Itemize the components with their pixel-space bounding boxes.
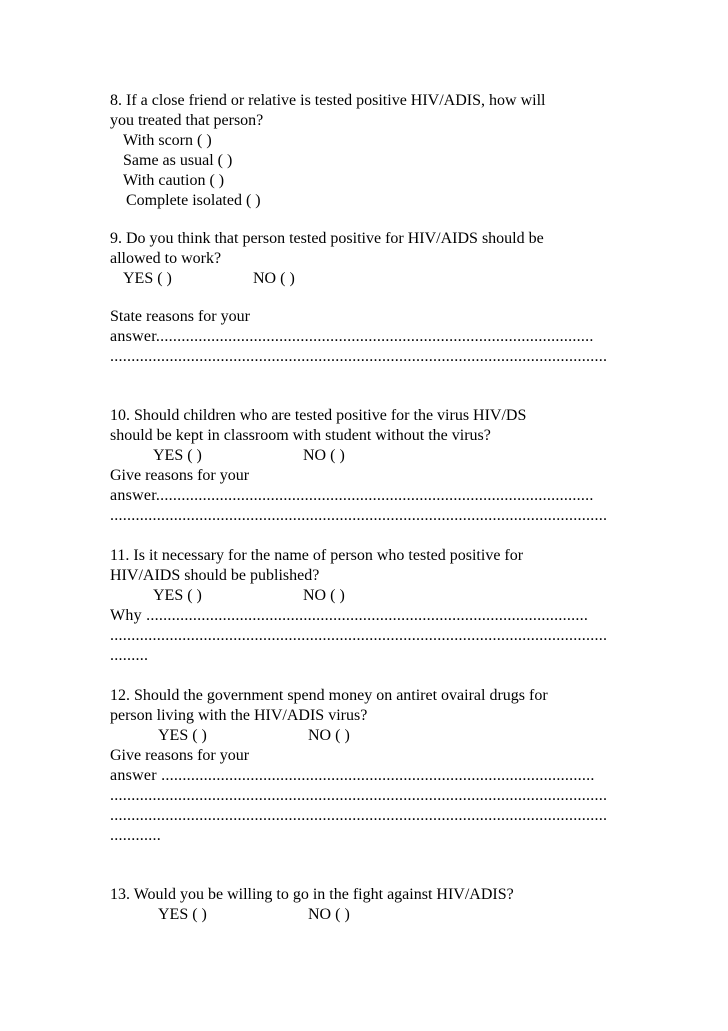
question-10-reason-prompt: Give reasons for your [110, 467, 250, 484]
question-10-answer-continuation[interactable]: ..................................................................................................................... [110, 507, 608, 524]
question-13 [110, 885, 620, 925]
question-10-text-line-2: should be kept in classroom with student without the virus? [110, 427, 491, 444]
question-10-text-line-1: 10. Should children who are tested positive for the virus HIV/DS [110, 407, 527, 424]
option-same-as-usual[interactable]: Same as usual ( ) [123, 152, 233, 169]
question-13-yes-option[interactable]: YES ( ) [158, 906, 207, 923]
question-13-yes-no [110, 905, 620, 925]
question-8 [110, 91, 620, 211]
question-12-reason-prompt: Give reasons for your [110, 747, 250, 764]
question-10 [110, 406, 620, 526]
option-complete-isolated[interactable]: Complete isolated ( ) [126, 192, 261, 209]
question-11-text-line-2: HIV/AIDS should be published? [110, 567, 320, 584]
question-12-answer-continuation-2[interactable]: ..................................................................................................................... [110, 807, 608, 824]
question-10-no-option[interactable]: NO ( ) [303, 447, 345, 464]
question-9-answer-continuation[interactable]: ..................................................................................................................... [110, 348, 608, 365]
question-12-yes-option[interactable]: YES ( ) [158, 727, 207, 744]
question-11-why-line[interactable]: Why ........................................................................................................ [110, 607, 589, 624]
question-12-text-line-2: person living with the HIV/ADIS virus? [110, 707, 368, 724]
question-11-no-option[interactable]: NO ( ) [303, 587, 345, 604]
question-12 [110, 686, 620, 846]
question-13-text-line-1: 13. Would you be willing to go in the fight against HIV/ADIS? [110, 886, 514, 903]
question-12-answer-continuation-1[interactable]: ..................................................................................................................... [110, 787, 608, 804]
question-9-text-line-2: allowed to work? [110, 250, 222, 267]
question-13-no-option[interactable]: NO ( ) [308, 906, 350, 923]
question-11-yes-option[interactable]: YES ( ) [153, 587, 202, 604]
question-9 [110, 229, 620, 367]
question-11-text-line-1: 11. Is it necessary for the name of person who tested positive for [110, 547, 524, 564]
question-12-yes-no [110, 726, 620, 746]
question-8-text-line-1: 8. If a close friend or relative is tested positive HIV/ADIS, how will [110, 92, 546, 109]
question-11 [110, 546, 620, 666]
question-10-yes-no [110, 446, 620, 466]
question-9-yes-option[interactable]: YES ( ) [123, 270, 172, 287]
question-12-no-option[interactable]: NO ( ) [308, 727, 350, 744]
option-with-scorn[interactable]: With scorn ( ) [123, 132, 212, 149]
question-10-yes-option[interactable]: YES ( ) [153, 447, 202, 464]
question-9-answer-line[interactable]: answer....................................................................................................... [110, 328, 594, 345]
question-9-text-line-1: 9. Do you think that person tested positive for HIV/AIDS should be [110, 230, 544, 247]
question-9-yes-no [110, 269, 620, 289]
question-12-answer-line[interactable]: answer ...................................................................................................... [110, 767, 595, 784]
option-with-caution[interactable]: With caution ( ) [123, 172, 225, 189]
question-11-answer-end[interactable]: ......... [110, 647, 149, 664]
question-11-answer-continuation[interactable]: ..................................................................................................................... [110, 627, 608, 644]
question-12-answer-end[interactable]: ............ [110, 827, 161, 844]
question-10-answer-line[interactable]: answer....................................................................................................... [110, 487, 594, 504]
question-11-yes-no [110, 586, 620, 606]
question-9-no-option[interactable]: NO ( ) [253, 270, 295, 287]
question-12-text-line-1: 12. Should the government spend money on antiret ovairal drugs for [110, 687, 548, 704]
questionnaire-page [110, 91, 620, 925]
question-9-reason-prompt: State reasons for your [110, 308, 250, 325]
question-8-text-line-2: you treated that person? [110, 112, 264, 129]
